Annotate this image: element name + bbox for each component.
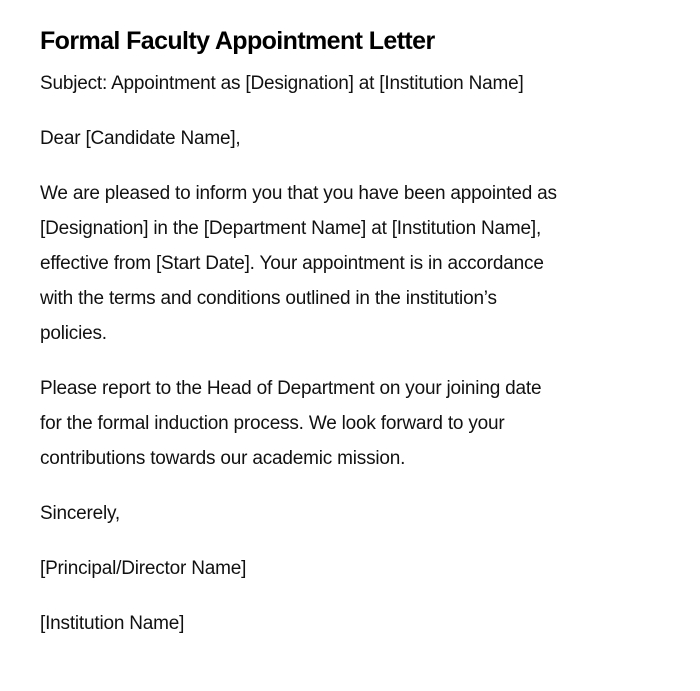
letter-title: Formal Faculty Appointment Letter: [40, 27, 435, 55]
letter-document: [40, 24, 670, 661]
paragraph-line: Please report to the Head of Department on your joining date: [40, 378, 542, 399]
body-paragraph-1: [40, 176, 670, 351]
closing: Sincerely,: [40, 503, 121, 524]
institution-name: [Institution Name]: [40, 613, 185, 634]
body-paragraph-2: [40, 371, 670, 476]
paragraph-line: We are pleased to inform you that you have been appointed as: [40, 183, 557, 204]
paragraph-line: effective from [Start Date]. Your appointment is in accordance: [40, 253, 544, 274]
subject-line: Subject: Appointment as [Designation] at [Institution Name]: [40, 73, 524, 94]
paragraph-line: [Designation] in the [Department Name] at [Institution Name],: [40, 218, 542, 239]
signatory-name: [Principal/Director Name]: [40, 558, 247, 579]
paragraph-line: for the formal induction process. We look forward to your: [40, 413, 505, 434]
salutation: Dear [Candidate Name],: [40, 128, 241, 149]
paragraph-line: policies.: [40, 323, 107, 344]
paragraph-line: with the terms and conditions outlined in the institution’s: [40, 288, 497, 309]
paragraph-line: contributions towards our academic mission.: [40, 448, 406, 469]
